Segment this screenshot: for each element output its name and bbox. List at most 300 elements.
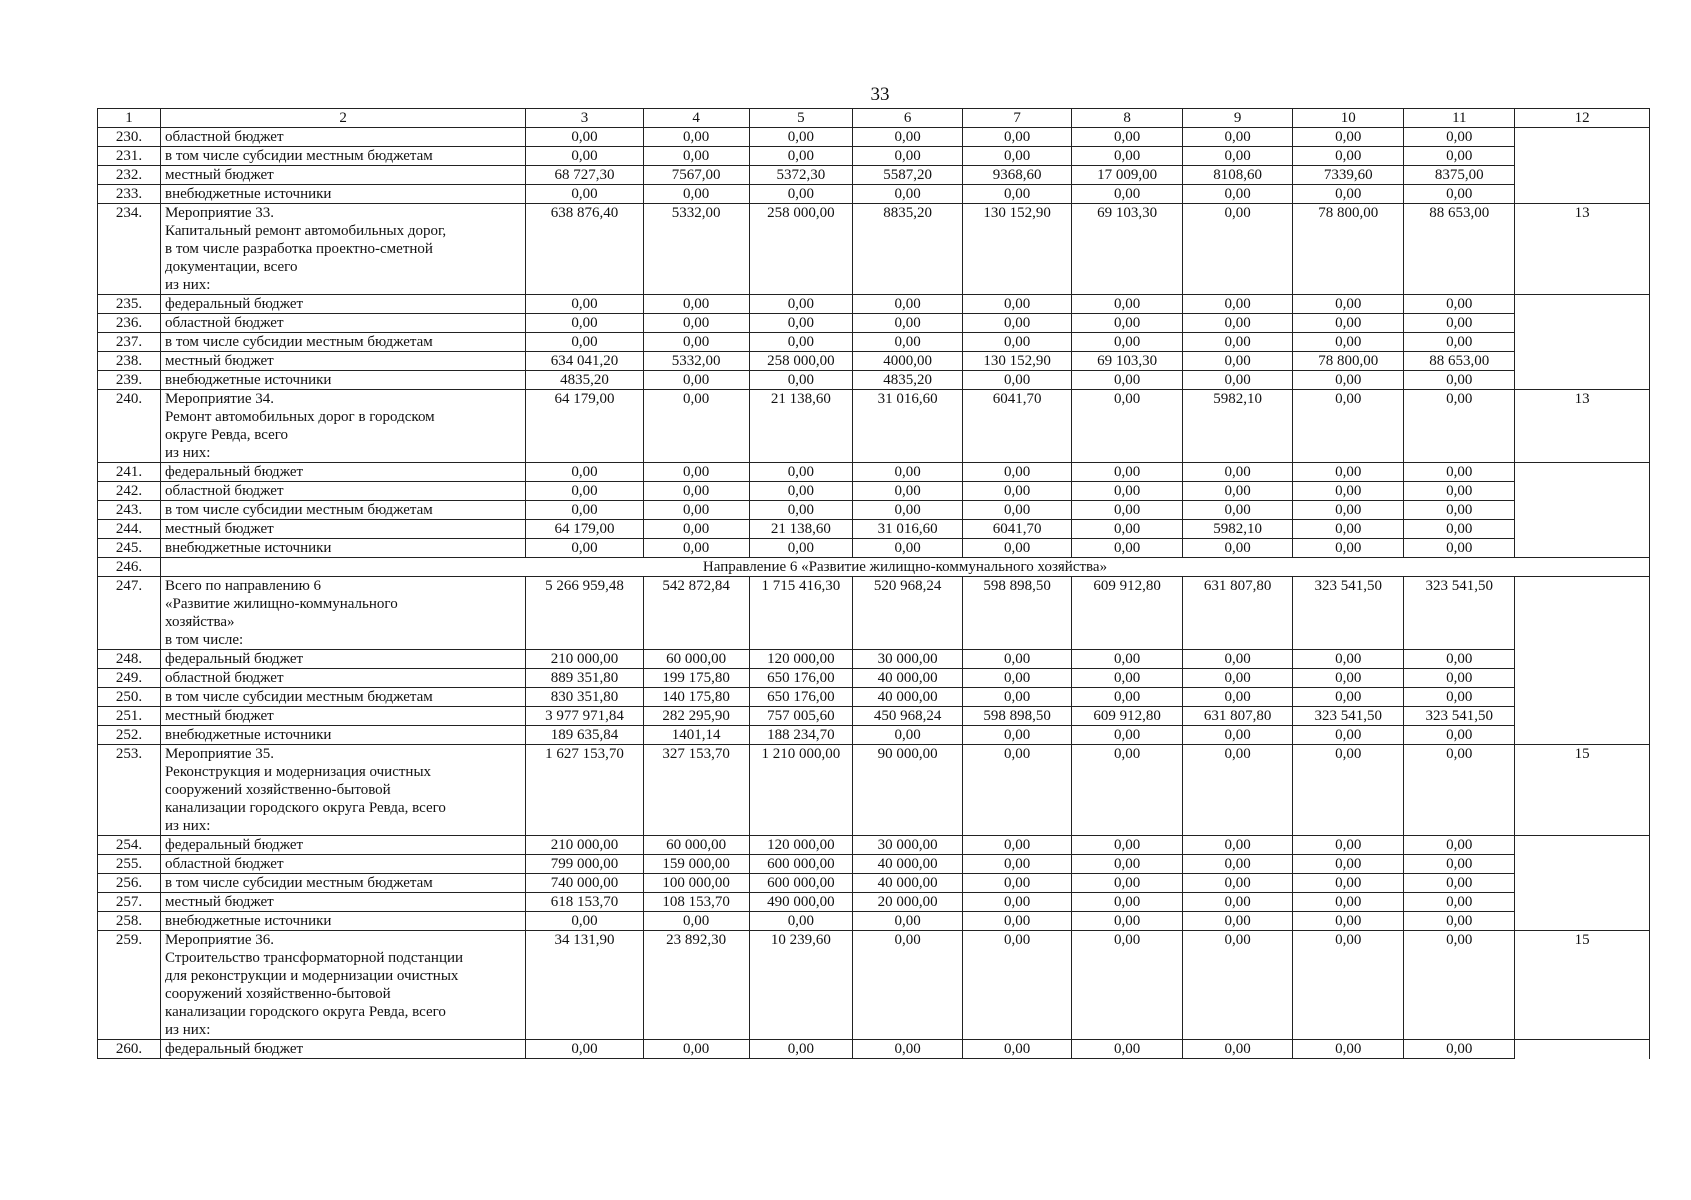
value-cell: 0,00: [963, 745, 1072, 836]
value-cell: 60 000,00: [643, 836, 749, 855]
row-number: 243.: [98, 501, 161, 520]
value-cell: 0,00: [749, 314, 853, 333]
target-indicator-cell: [1515, 147, 1650, 166]
value-cell: 0,00: [1183, 893, 1293, 912]
value-cell: 0,00: [1404, 185, 1515, 204]
value-cell: 0,00: [1183, 726, 1293, 745]
value-cell: 0,00: [963, 128, 1072, 147]
table-row: [98, 726, 1650, 745]
value-cell: 0,00: [1293, 539, 1404, 558]
value-cell: 0,00: [1183, 745, 1293, 836]
row-name: Всего по направлению 6 «Развитие жилищно-коммунального хозяйства» в том числе:: [161, 577, 526, 650]
value-cell: 31 016,60: [853, 520, 963, 539]
column-header: 5: [749, 109, 853, 128]
value-cell: 0,00: [643, 147, 749, 166]
budget-table: [97, 108, 1650, 1059]
table-row: [98, 893, 1650, 912]
row-number: 250.: [98, 688, 161, 707]
value-cell: 0,00: [1293, 333, 1404, 352]
value-cell: 0,00: [749, 295, 853, 314]
value-cell: 0,00: [853, 1040, 963, 1059]
value-cell: 0,00: [1072, 333, 1183, 352]
row-number: 245.: [98, 539, 161, 558]
value-cell: 0,00: [1072, 390, 1183, 463]
row-name: областной бюджет: [161, 855, 526, 874]
value-cell: 0,00: [853, 185, 963, 204]
row-number: 255.: [98, 855, 161, 874]
value-cell: 0,00: [1293, 390, 1404, 463]
value-cell: 0,00: [963, 931, 1072, 1040]
value-cell: 0,00: [1293, 912, 1404, 931]
value-cell: 0,00: [1183, 539, 1293, 558]
row-name: областной бюджет: [161, 314, 526, 333]
value-cell: 0,00: [1293, 371, 1404, 390]
value-cell: 0,00: [1072, 128, 1183, 147]
value-cell: 0,00: [1072, 912, 1183, 931]
value-cell: 0,00: [749, 185, 853, 204]
value-cell: 889 351,80: [526, 669, 643, 688]
value-cell: 598 898,50: [963, 707, 1072, 726]
value-cell: 130 152,90: [963, 352, 1072, 371]
table-row: [98, 688, 1650, 707]
value-cell: 631 807,80: [1183, 707, 1293, 726]
value-cell: 4000,00: [853, 352, 963, 371]
value-cell: 5982,10: [1183, 520, 1293, 539]
value-cell: 0,00: [1293, 669, 1404, 688]
value-cell: 0,00: [963, 463, 1072, 482]
row-number: 249.: [98, 669, 161, 688]
value-cell: 17 009,00: [1072, 166, 1183, 185]
value-cell: 4835,20: [853, 371, 963, 390]
target-indicator-cell: [1515, 520, 1650, 539]
value-cell: 5982,10: [1183, 390, 1293, 463]
target-indicator-cell: [1515, 314, 1650, 333]
row-name: федеральный бюджет: [161, 836, 526, 855]
value-cell: 0,00: [749, 128, 853, 147]
table-row: [98, 166, 1650, 185]
value-cell: 10 239,60: [749, 931, 853, 1040]
value-cell: 0,00: [526, 314, 643, 333]
row-name: местный бюджет: [161, 166, 526, 185]
value-cell: 0,00: [1404, 314, 1515, 333]
row-name: местный бюджет: [161, 893, 526, 912]
value-cell: 0,00: [1183, 1040, 1293, 1059]
value-cell: 0,00: [1404, 893, 1515, 912]
row-name: федеральный бюджет: [161, 295, 526, 314]
value-cell: 0,00: [1404, 726, 1515, 745]
value-cell: 8108,60: [1183, 166, 1293, 185]
value-cell: 609 912,80: [1072, 577, 1183, 650]
target-indicator-cell: [1515, 707, 1650, 726]
row-number: 246.: [98, 558, 161, 577]
value-cell: 0,00: [1072, 726, 1183, 745]
value-cell: 23 892,30: [643, 931, 749, 1040]
value-cell: 0,00: [963, 669, 1072, 688]
value-cell: 0,00: [643, 295, 749, 314]
value-cell: 0,00: [1404, 912, 1515, 931]
table-row: [98, 650, 1650, 669]
row-number: 233.: [98, 185, 161, 204]
target-indicator-cell: [1515, 482, 1650, 501]
value-cell: 0,00: [1183, 295, 1293, 314]
value-cell: 600 000,00: [749, 855, 853, 874]
value-cell: 0,00: [643, 390, 749, 463]
table-row: [98, 147, 1650, 166]
row-name: Мероприятие 36. Строительство трансформаторной подстанции для реконструкции и модернизации очистных сооружений хозяйственно-бытовой канализации городского округа Ревда, всего из них:: [161, 931, 526, 1040]
value-cell: 108 153,70: [643, 893, 749, 912]
value-cell: 0,00: [1183, 185, 1293, 204]
value-cell: 0,00: [1072, 1040, 1183, 1059]
value-cell: 1 715 416,30: [749, 577, 853, 650]
table-row: [98, 520, 1650, 539]
value-cell: 0,00: [963, 147, 1072, 166]
row-number: 230.: [98, 128, 161, 147]
value-cell: 634 041,20: [526, 352, 643, 371]
value-cell: 0,00: [1404, 539, 1515, 558]
value-cell: 0,00: [1293, 463, 1404, 482]
value-cell: 78 800,00: [1293, 352, 1404, 371]
value-cell: 0,00: [749, 501, 853, 520]
value-cell: 68 727,30: [526, 166, 643, 185]
value-cell: 258 000,00: [749, 204, 853, 295]
row-number: 260.: [98, 1040, 161, 1059]
value-cell: 0,00: [749, 463, 853, 482]
value-cell: 0,00: [1183, 669, 1293, 688]
value-cell: 0,00: [853, 147, 963, 166]
value-cell: 0,00: [1404, 836, 1515, 855]
target-indicator-cell: [1515, 836, 1650, 855]
value-cell: 90 000,00: [853, 745, 963, 836]
value-cell: 64 179,00: [526, 390, 643, 463]
table-row: [98, 185, 1650, 204]
value-cell: 5332,00: [643, 352, 749, 371]
value-cell: 0,00: [526, 912, 643, 931]
value-cell: 520 968,24: [853, 577, 963, 650]
value-cell: 631 807,80: [1183, 577, 1293, 650]
value-cell: 0,00: [1183, 912, 1293, 931]
row-name: внебюджетные источники: [161, 371, 526, 390]
value-cell: 0,00: [526, 295, 643, 314]
value-cell: 0,00: [853, 295, 963, 314]
value-cell: 0,00: [1404, 669, 1515, 688]
value-cell: 0,00: [963, 874, 1072, 893]
value-cell: 0,00: [853, 314, 963, 333]
value-cell: 0,00: [643, 482, 749, 501]
target-indicator-cell: [1515, 577, 1650, 650]
column-header: 9: [1183, 109, 1293, 128]
row-number: 252.: [98, 726, 161, 745]
row-number: 237.: [98, 333, 161, 352]
value-cell: 0,00: [963, 855, 1072, 874]
value-cell: 0,00: [1183, 371, 1293, 390]
value-cell: 0,00: [853, 128, 963, 147]
row-name: местный бюджет: [161, 707, 526, 726]
table-row: [98, 745, 1650, 836]
value-cell: 0,00: [1072, 669, 1183, 688]
value-cell: 1401,14: [643, 726, 749, 745]
value-cell: 0,00: [1072, 482, 1183, 501]
value-cell: 0,00: [643, 463, 749, 482]
value-cell: 4835,20: [526, 371, 643, 390]
value-cell: 100 000,00: [643, 874, 749, 893]
table-row: [98, 314, 1650, 333]
value-cell: 323 541,50: [1404, 707, 1515, 726]
value-cell: 120 000,00: [749, 650, 853, 669]
row-number: 242.: [98, 482, 161, 501]
value-cell: 0,00: [1072, 893, 1183, 912]
row-number: 259.: [98, 931, 161, 1040]
table-row: [98, 352, 1650, 371]
value-cell: 0,00: [1404, 390, 1515, 463]
column-header: 4: [643, 109, 749, 128]
value-cell: 0,00: [1072, 185, 1183, 204]
target-indicator-cell: [1515, 912, 1650, 931]
value-cell: 0,00: [963, 688, 1072, 707]
value-cell: 0,00: [526, 128, 643, 147]
value-cell: 5332,00: [643, 204, 749, 295]
value-cell: 88 653,00: [1404, 204, 1515, 295]
value-cell: 0,00: [1183, 874, 1293, 893]
row-name: в том числе субсидии местным бюджетам: [161, 147, 526, 166]
value-cell: 0,00: [1072, 855, 1183, 874]
value-cell: 40 000,00: [853, 855, 963, 874]
value-cell: 0,00: [853, 912, 963, 931]
value-cell: 323 541,50: [1293, 577, 1404, 650]
table-row: [98, 874, 1650, 893]
value-cell: 598 898,50: [963, 577, 1072, 650]
value-cell: 0,00: [1293, 726, 1404, 745]
value-cell: 64 179,00: [526, 520, 643, 539]
value-cell: 542 872,84: [643, 577, 749, 650]
row-name: Мероприятие 35. Реконструкция и модернизация очистных сооружений хозяйственно-бытовой канализации городского округа Ревда, всего из них:: [161, 745, 526, 836]
table-row: [98, 333, 1650, 352]
value-cell: 0,00: [1404, 520, 1515, 539]
value-cell: 0,00: [963, 650, 1072, 669]
value-cell: 0,00: [526, 463, 643, 482]
row-name: областной бюджет: [161, 669, 526, 688]
table-row: [98, 707, 1650, 726]
value-cell: 0,00: [1183, 314, 1293, 333]
row-number: 244.: [98, 520, 161, 539]
value-cell: 0,00: [1404, 295, 1515, 314]
value-cell: 830 351,80: [526, 688, 643, 707]
header-row: [98, 109, 1650, 128]
value-cell: 0,00: [526, 482, 643, 501]
value-cell: 0,00: [963, 836, 1072, 855]
value-cell: 0,00: [1293, 147, 1404, 166]
value-cell: 0,00: [526, 333, 643, 352]
value-cell: 0,00: [1072, 650, 1183, 669]
value-cell: 600 000,00: [749, 874, 853, 893]
row-name: в том числе субсидии местным бюджетам: [161, 688, 526, 707]
value-cell: 0,00: [1293, 128, 1404, 147]
value-cell: 69 103,30: [1072, 204, 1183, 295]
value-cell: 0,00: [853, 726, 963, 745]
column-header: 6: [853, 109, 963, 128]
value-cell: 0,00: [643, 1040, 749, 1059]
table-row: [98, 204, 1650, 295]
value-cell: 0,00: [1404, 482, 1515, 501]
target-indicator-cell: [1515, 333, 1650, 352]
row-number: 258.: [98, 912, 161, 931]
target-indicator-cell: [1515, 295, 1650, 314]
value-cell: 0,00: [526, 185, 643, 204]
target-indicator-cell: [1515, 539, 1650, 558]
table-row: [98, 390, 1650, 463]
value-cell: 618 153,70: [526, 893, 643, 912]
target-indicator-cell: [1515, 1040, 1650, 1059]
value-cell: 78 800,00: [1293, 204, 1404, 295]
value-cell: 1 627 153,70: [526, 745, 643, 836]
target-indicator-cell: [1515, 185, 1650, 204]
table-row: [98, 669, 1650, 688]
target-indicator-cell: 15: [1515, 931, 1650, 1040]
value-cell: 0,00: [963, 501, 1072, 520]
value-cell: 0,00: [853, 539, 963, 558]
row-number: 257.: [98, 893, 161, 912]
value-cell: 609 912,80: [1072, 707, 1183, 726]
value-cell: 0,00: [1072, 874, 1183, 893]
value-cell: 210 000,00: [526, 836, 643, 855]
value-cell: 650 176,00: [749, 688, 853, 707]
value-cell: 0,00: [1072, 688, 1183, 707]
value-cell: 0,00: [963, 1040, 1072, 1059]
value-cell: 0,00: [643, 371, 749, 390]
value-cell: 8375,00: [1404, 166, 1515, 185]
value-cell: 6041,70: [963, 520, 1072, 539]
row-name: внебюджетные источники: [161, 726, 526, 745]
row-name: в том числе субсидии местным бюджетам: [161, 874, 526, 893]
value-cell: 0,00: [1404, 1040, 1515, 1059]
value-cell: 323 541,50: [1404, 577, 1515, 650]
column-header: 12: [1515, 109, 1650, 128]
row-number: 231.: [98, 147, 161, 166]
column-header: 7: [963, 109, 1072, 128]
value-cell: 0,00: [749, 147, 853, 166]
row-number: 253.: [98, 745, 161, 836]
value-cell: 0,00: [643, 333, 749, 352]
value-cell: 650 176,00: [749, 669, 853, 688]
value-cell: 40 000,00: [853, 874, 963, 893]
value-cell: 0,00: [1072, 501, 1183, 520]
value-cell: 0,00: [749, 912, 853, 931]
target-indicator-cell: [1515, 688, 1650, 707]
value-cell: 0,00: [749, 1040, 853, 1059]
value-cell: 0,00: [749, 539, 853, 558]
table-row: [98, 539, 1650, 558]
value-cell: 0,00: [963, 912, 1072, 931]
table-row: [98, 558, 1650, 577]
value-cell: 7567,00: [643, 166, 749, 185]
table-row: [98, 577, 1650, 650]
table-body: [98, 109, 1650, 1059]
value-cell: 31 016,60: [853, 390, 963, 463]
value-cell: 20 000,00: [853, 893, 963, 912]
row-name: внебюджетные источники: [161, 912, 526, 931]
value-cell: 0,00: [1183, 855, 1293, 874]
row-name: областной бюджет: [161, 128, 526, 147]
value-cell: 0,00: [1293, 688, 1404, 707]
value-cell: 120 000,00: [749, 836, 853, 855]
target-indicator-cell: [1515, 669, 1650, 688]
value-cell: 0,00: [1183, 333, 1293, 352]
value-cell: 0,00: [963, 539, 1072, 558]
value-cell: 0,00: [1404, 745, 1515, 836]
row-name: внебюджетные источники: [161, 185, 526, 204]
value-cell: 0,00: [1072, 295, 1183, 314]
value-cell: 282 295,90: [643, 707, 749, 726]
value-cell: 140 175,80: [643, 688, 749, 707]
value-cell: 0,00: [1072, 147, 1183, 166]
value-cell: 60 000,00: [643, 650, 749, 669]
value-cell: 0,00: [1404, 688, 1515, 707]
value-cell: 21 138,60: [749, 520, 853, 539]
value-cell: 40 000,00: [853, 688, 963, 707]
target-indicator-cell: 13: [1515, 390, 1650, 463]
value-cell: 21 138,60: [749, 390, 853, 463]
value-cell: 8835,20: [853, 204, 963, 295]
value-cell: 0,00: [1293, 931, 1404, 1040]
table-row: [98, 1040, 1650, 1059]
value-cell: 0,00: [1404, 463, 1515, 482]
value-cell: 638 876,40: [526, 204, 643, 295]
value-cell: 0,00: [1183, 147, 1293, 166]
table-row: [98, 463, 1650, 482]
value-cell: 0,00: [1072, 931, 1183, 1040]
column-header: 10: [1293, 109, 1404, 128]
row-number: 251.: [98, 707, 161, 726]
row-number: 238.: [98, 352, 161, 371]
row-name: Мероприятие 33. Капитальный ремонт автомобильных дорог, в том числе разработка проектно-сметной документации, всего из них:: [161, 204, 526, 295]
target-indicator-cell: [1515, 726, 1650, 745]
value-cell: 0,00: [853, 501, 963, 520]
row-number: 256.: [98, 874, 161, 893]
table-row: [98, 482, 1650, 501]
value-cell: 188 234,70: [749, 726, 853, 745]
row-name: в том числе субсидии местным бюджетам: [161, 333, 526, 352]
value-cell: 1 210 000,00: [749, 745, 853, 836]
row-name: в том числе субсидии местным бюджетам: [161, 501, 526, 520]
value-cell: 0,00: [1404, 128, 1515, 147]
value-cell: 0,00: [1293, 874, 1404, 893]
value-cell: 0,00: [1183, 688, 1293, 707]
value-cell: 0,00: [526, 539, 643, 558]
value-cell: 0,00: [853, 931, 963, 1040]
row-number: 239.: [98, 371, 161, 390]
row-name: местный бюджет: [161, 520, 526, 539]
value-cell: 6041,70: [963, 390, 1072, 463]
value-cell: 0,00: [643, 912, 749, 931]
table-row: [98, 931, 1650, 1040]
value-cell: 799 000,00: [526, 855, 643, 874]
row-number: 248.: [98, 650, 161, 669]
value-cell: 0,00: [1404, 333, 1515, 352]
value-cell: 0,00: [526, 501, 643, 520]
value-cell: 0,00: [1404, 147, 1515, 166]
value-cell: 0,00: [1293, 185, 1404, 204]
target-indicator-cell: [1515, 128, 1650, 147]
value-cell: 0,00: [1072, 539, 1183, 558]
value-cell: 0,00: [1293, 836, 1404, 855]
target-indicator-cell: [1515, 166, 1650, 185]
row-number: 235.: [98, 295, 161, 314]
value-cell: 210 000,00: [526, 650, 643, 669]
row-name: федеральный бюджет: [161, 463, 526, 482]
value-cell: 757 005,60: [749, 707, 853, 726]
value-cell: 0,00: [1404, 650, 1515, 669]
target-indicator-cell: 13: [1515, 204, 1650, 295]
value-cell: 0,00: [853, 463, 963, 482]
